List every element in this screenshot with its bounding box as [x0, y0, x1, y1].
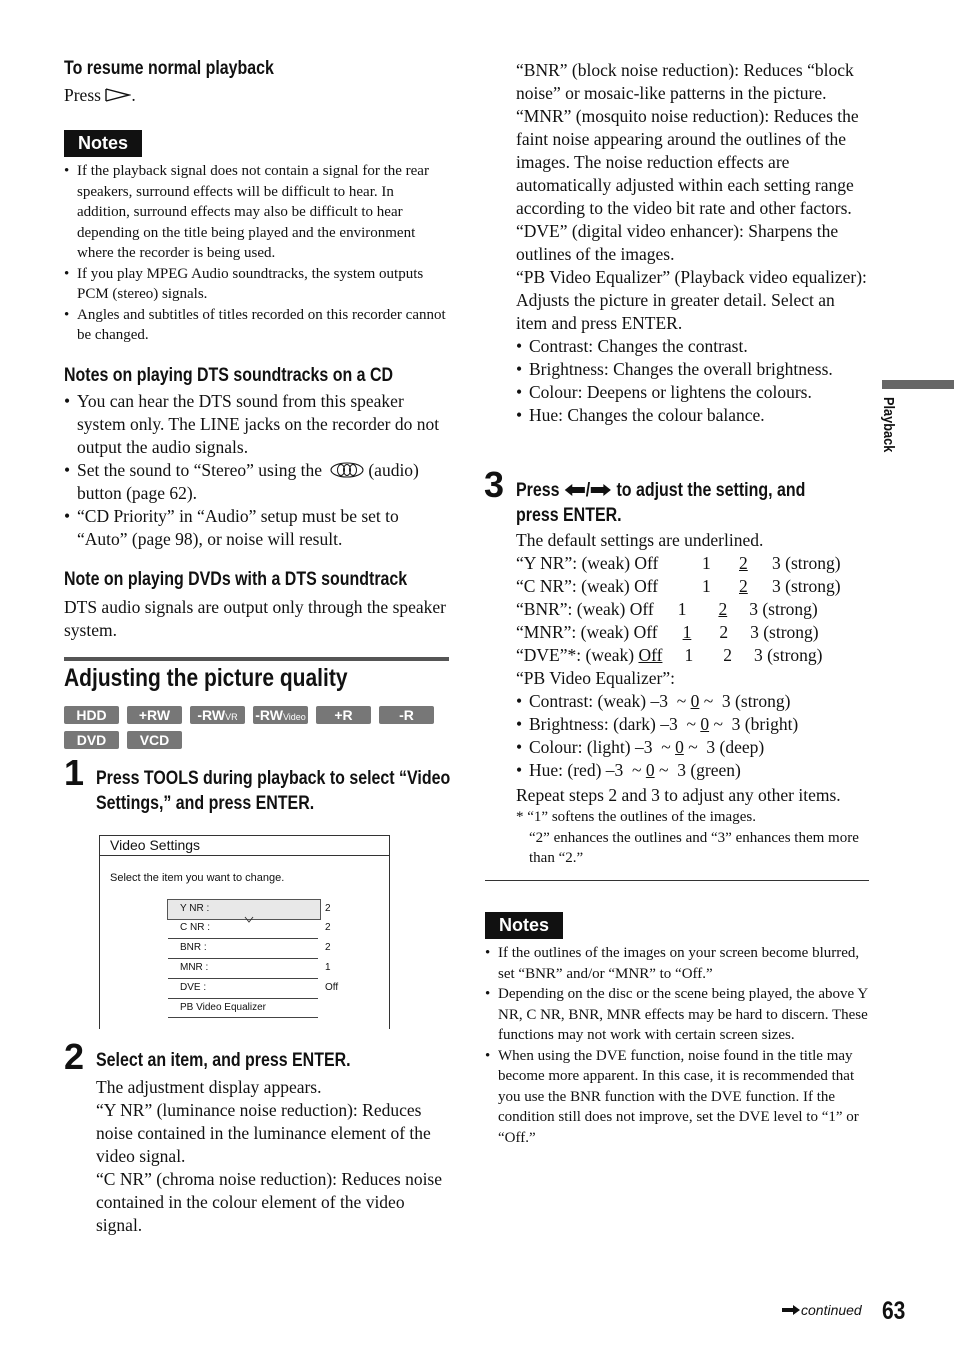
play-icon — [105, 88, 131, 102]
setting-option: 2 — [723, 645, 732, 665]
setting-value: 1 — [325, 962, 331, 973]
table-row — [516, 575, 841, 598]
paragraph: “C NR” (chroma noise reduction): Reduces noise contained in the colour element of the video signal. — [96, 1169, 443, 1235]
setting-option: 1 — [702, 553, 711, 573]
continued-note — [781, 1302, 862, 1318]
item-text: (audio) button (page 62). — [77, 460, 419, 503]
footnote: “2” enhances the outlines and “3” enhances them more than “2.” — [529, 829, 859, 866]
list-item: • If the playback signal does not contain a signal for the rear speakers, surround effects will be difficult to hear. In addition, surround effects may also be difficult to hear depending on the title being played and the environment where the recorder is being used. — [64, 161, 448, 264]
title-text: press ENTER. — [516, 505, 622, 526]
row-divider — [168, 1017, 318, 1018]
paragraph: Repeat steps 2 and 3 to adjust any other items. — [516, 785, 841, 805]
notes-badge: Notes — [485, 912, 563, 939]
badge-plus-r: +R — [316, 706, 371, 724]
setting-option: 1 — [677, 599, 687, 619]
list-item: • Hue: Changes the colour balance. — [516, 404, 868, 427]
setting-option: 3 (strong) — [750, 622, 819, 642]
range-text: ~ 3 (green) — [654, 760, 741, 780]
left-arrow-icon — [564, 483, 586, 497]
range-default: 0 — [675, 737, 684, 757]
step3-title — [516, 478, 805, 528]
list-item: • Angles and subtitles of titles recorded on this recorder cannot be changed. — [64, 305, 448, 346]
row-divider — [168, 998, 318, 999]
range-default: 0 — [700, 714, 710, 734]
setting-name: “MNR”: (weak) Off — [516, 622, 658, 642]
setting-name: “C NR”: (weak) Off — [516, 576, 659, 596]
setting-option-default: 2 — [739, 553, 748, 573]
setting-value: 2 — [325, 942, 331, 953]
range-text: Contrast: (weak) –3 ~ — [529, 691, 691, 711]
badge-minus-rw-video — [253, 706, 308, 724]
list-item: • If the outlines of the images on your screen become blurred, set “BNR” and/or “MNR” to “Off.” — [485, 943, 869, 984]
list-item — [64, 459, 448, 505]
step2-title: Select an item, and press ENTER. — [96, 1050, 351, 1071]
range-text: ~ 3 (strong) — [699, 691, 791, 711]
range-default: 0 — [690, 691, 700, 711]
setting-option: 3 (strong) — [772, 576, 841, 596]
setting-name: “Y NR”: (weak) Off — [516, 553, 659, 573]
list-item — [516, 759, 876, 782]
slash: / — [585, 480, 591, 501]
setting-value: 2 — [325, 903, 331, 914]
badge-hdd: HDD — [64, 706, 119, 724]
item-text: Set the sound to “Stereo” using the — [77, 460, 322, 480]
range-text: Hue: (red) –3 ~ — [529, 760, 646, 780]
setting-option: 3 (strong) — [772, 553, 841, 573]
setting-line — [516, 621, 841, 644]
list-item — [516, 736, 876, 759]
dts-cd-list — [64, 390, 448, 551]
paragraph: The adjustment display appears. — [96, 1077, 322, 1097]
step1-title: Press TOOLS during playback to select “Video Settings,” and press ENTER. — [96, 768, 451, 814]
right-arrow-icon — [590, 483, 612, 497]
setting-label: BNR : — [180, 942, 207, 953]
video-settings-screen — [99, 835, 390, 1029]
step-number: 2 — [64, 1036, 85, 1077]
footnote: * “1” softens the outlines of the images. — [516, 809, 756, 825]
resume-suffix: . — [131, 85, 136, 105]
setting-value: 2 — [325, 922, 331, 933]
badge-plus-rw: +RW — [127, 706, 182, 724]
setting-option: 3 (strong) — [753, 645, 823, 665]
list-item: • You can hear the DTS sound from this speaker system only. The LINE jacks on the recorder do not output the audio signals. — [64, 390, 448, 459]
range-text: ~ 3 (bright) — [709, 714, 799, 734]
default-settings-table — [516, 552, 841, 667]
list-item: • If you play MPEG Audio soundtracks, the system outputs PCM (stereo) signals. — [64, 264, 448, 305]
setting-line — [516, 598, 841, 621]
cursor-icon — [244, 916, 254, 924]
setting-label: C NR : — [180, 922, 210, 933]
range-text: ~ 3 (deep) — [683, 737, 765, 757]
badge-vcd: VCD — [127, 731, 182, 749]
notes-list — [64, 161, 448, 346]
list-item: • Contrast: Changes the contrast. — [516, 335, 868, 358]
list-item — [516, 713, 876, 736]
dts-cd-heading: Notes on playing DTS soundtracks on a CD — [64, 365, 394, 386]
badge-sub: VR — [225, 712, 238, 722]
setting-option-default: Off — [638, 645, 663, 665]
badge-minus-r: -R — [379, 706, 434, 724]
continued-text: continued — [801, 1302, 862, 1318]
paragraph: “Y NR” (luminance noise reduction): Reduces noise contained in the luminance element of the video signal. — [96, 1100, 431, 1166]
setting-value: Off — [325, 982, 339, 993]
section-title: Adjusting the picture quality — [64, 664, 348, 692]
paragraph: The default settings are underlined. — [516, 530, 764, 550]
resume-press: Press — [64, 85, 101, 105]
setting-option: 1 — [702, 576, 711, 596]
screen-instruction: Select the item you want to change. — [110, 872, 285, 884]
paragraph: “MNR” (mosquito noise reduction): Reduces the faint noise appearing around the outlines of the images. The noise reduction effects are automatically adjusted within each setting range according to the video bit rate and other factors. — [516, 106, 859, 218]
badge-dvd: DVD — [64, 731, 119, 749]
setting-name: “DVE”*: (weak) — [516, 645, 635, 665]
list-item: • Colour: Deepens or lightens the colours. — [516, 381, 868, 404]
title-text: Press — [516, 480, 560, 501]
range-text: Colour: (light) –3 ~ — [529, 737, 676, 757]
list-item: • Depending on the disc or the scene being played, the above Y NR, C NR, BNR, MNR effects may be hard to discern. These functions may not work with certain screen sizes. — [485, 984, 869, 1046]
setting-option-default: 2 — [718, 599, 728, 619]
setting-label: PB Video Equalizer — [180, 1002, 266, 1013]
divider — [485, 880, 869, 881]
dts-dvd-heading: Note on playing DVDs with a DTS soundtrack — [64, 569, 408, 590]
table-row — [516, 552, 841, 575]
page-number: 63 — [882, 1297, 906, 1325]
step3-title-line1 — [516, 478, 805, 503]
notes-list — [485, 943, 869, 1148]
setting-label: MNR : — [180, 962, 209, 973]
section-rule — [64, 657, 449, 661]
eq-bullets — [516, 335, 868, 427]
audio-icon — [329, 461, 365, 479]
step3-body — [516, 529, 876, 869]
paragraph: “PB Video Equalizer”: — [516, 668, 675, 688]
setting-name: “BNR”: (weak) Off — [516, 599, 654, 619]
badge-sub: Video — [282, 712, 306, 722]
setting-label: DVE : — [180, 982, 207, 993]
screen-title: Video Settings — [110, 837, 201, 853]
setting-option: 2 — [719, 622, 729, 642]
eq-ranges — [516, 690, 876, 782]
right-arrow-icon — [781, 1304, 801, 1316]
row-divider — [168, 978, 318, 979]
setting-line — [516, 644, 841, 667]
paragraph: “BNR” (block noise reduction): Reduces “block noise” or mosaic-like patterns in the picture. — [516, 60, 854, 103]
setting-option: 1 — [684, 645, 694, 665]
paragraph: “DVE” (digital video enhancer): Sharpens the outlines of the images. — [516, 221, 839, 264]
row-divider — [168, 938, 318, 939]
setting-option-default: 1 — [682, 622, 692, 642]
side-tab-label: Playback — [880, 397, 897, 453]
step-number: 3 — [484, 464, 505, 505]
resume-heading: To resume normal playback — [64, 58, 274, 79]
list-item: • Brightness: Changes the overall brightness. — [516, 358, 868, 381]
table-row — [516, 621, 841, 644]
resume-text — [64, 84, 136, 107]
list-item: • When using the DVE function, noise found in the title may become more apparent. In this case, it is recommended that you use the BNR function with the DVE function. If the condition still does not improve, set the DVE level to “1” or “Off.” — [485, 1046, 869, 1149]
step2-body — [96, 1076, 448, 1237]
list-item: • “CD Priority” in “Audio” setup must be set to “Auto” (page 98), or noise will result. — [64, 505, 448, 551]
badge-text: -RW — [197, 707, 226, 723]
table-row — [516, 598, 841, 621]
badge-minus-rw-vr — [190, 706, 245, 724]
notes-badge: Notes — [64, 130, 142, 157]
side-tab-bar — [882, 380, 954, 389]
table-row — [516, 644, 841, 667]
paragraph: “PB Video Equalizer” (Playback video equalizer): Adjusts the picture in greater detail. Select an item and press ENTER. — [516, 267, 867, 333]
title-text: to adjust the setting, and — [616, 480, 806, 501]
right-body — [516, 59, 868, 427]
setting-label: Y NR : — [180, 903, 210, 914]
step-number: 1 — [64, 752, 85, 793]
list-item — [516, 690, 876, 713]
row-divider — [168, 958, 318, 959]
range-default: 0 — [645, 760, 655, 780]
dts-dvd-text: DTS audio signals are output only through the speaker system. — [64, 597, 447, 640]
badge-text: -RW — [255, 707, 283, 723]
range-text: Brightness: (dark) –3 ~ — [529, 714, 701, 734]
setting-option: 3 (strong) — [749, 599, 818, 619]
setting-option-default: 2 — [739, 576, 748, 596]
